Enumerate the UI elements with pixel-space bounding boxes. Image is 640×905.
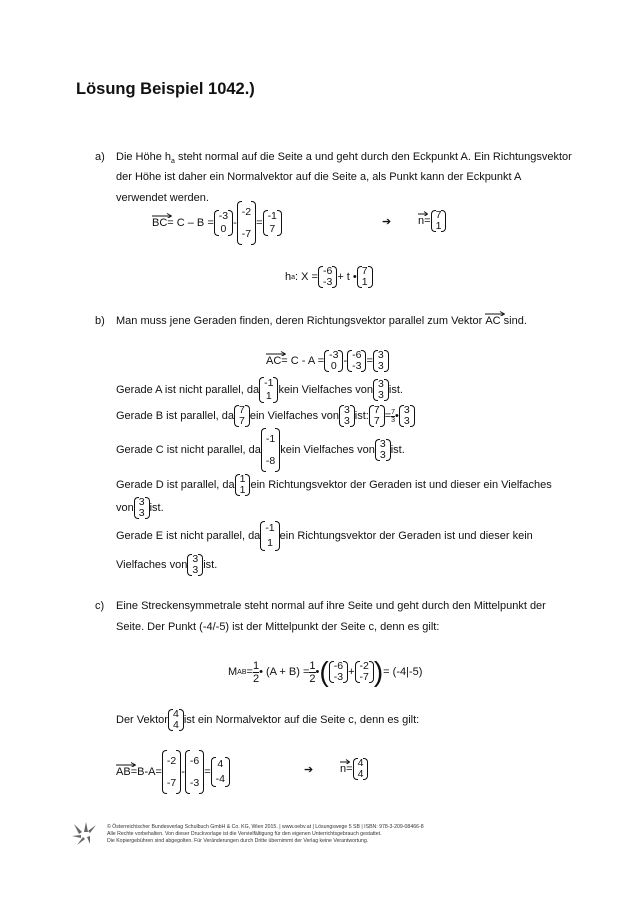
vector-ac: 3 3	[373, 350, 389, 372]
normal-vector-n: n = 7 1	[418, 210, 446, 232]
vector-ac-inline: AC	[485, 315, 500, 328]
fraction-half: $\frac{1}{2}$	[252, 659, 260, 685]
vector-ab-label: AB	[116, 766, 131, 779]
vector-c: -3 0	[214, 210, 233, 236]
height-line-equation: h a : X = -6 -3 + t • 7 1	[285, 266, 373, 288]
line-e-vector2: 3 3	[187, 554, 203, 576]
line-e-vector: -1 1	[260, 521, 279, 551]
vector-a-ab: -6 -3	[185, 750, 204, 794]
vector-ac-label: AC	[266, 355, 281, 368]
fraction-7-3: $\frac{7}{3}$	[391, 408, 396, 424]
vector-ab: 4 -4	[211, 757, 230, 787]
vector-a: -6 -3	[318, 266, 337, 288]
part-a-line2: der Höhe ist daher ein Normalvektor auf die Seite a, als Punkt kann der Eckpunkt A	[116, 171, 522, 183]
vector-bc: -1 7	[263, 210, 282, 236]
vector-bc-label: BC	[152, 217, 167, 230]
part-b-intro: Man muss jene Geraden finden, deren Richtungsvektor parallel zum Vektor AC sind.	[116, 315, 527, 328]
line-c-vector: -1 -8	[261, 428, 280, 472]
part-b-label: b)	[95, 315, 105, 327]
bc-equation: BC = C – B = -3 0 - -2 -7 = -1 7	[152, 204, 282, 242]
vector-b: -2 -7	[237, 201, 256, 245]
part-a-line1: Die Höhe $h_a$ steht normal auf die Seite a und geht durch den Eckpunkt A. Ein Richtungsvektor	[116, 151, 572, 166]
arrow-icon: ➔	[382, 216, 392, 228]
arrow-icon-c: ➔	[304, 764, 314, 776]
line-b-vector4: 3 3	[399, 405, 415, 427]
line-b-vector2: 3 3	[339, 405, 355, 427]
vector-4-4: 4 4	[168, 709, 184, 731]
line-a-check: Gerade A ist nicht parallel, da -1 1 kein Vielfaches von 3 3 ist.	[116, 377, 403, 402]
vector-n-label: n	[418, 215, 424, 228]
page-title: Lösung Beispiel 1042.)	[76, 80, 255, 98]
line-b-check: Gerade B ist parallel, da 7 7 ein Vielfaches von 3 3 ist: 7 7 = $\frac{7}{3}$ • 3 3	[116, 405, 415, 427]
vector-n-label-c: n	[340, 763, 346, 776]
publisher-logo-icon	[70, 822, 100, 851]
part-a-line3: verwendet werden.	[116, 192, 209, 204]
line-e-check: Gerade E ist nicht parallel, da -1 1 ein Richtungsvektor der Geraden ist und dieser kein	[116, 522, 533, 549]
ab-equation: AB =B-A= -2 -7 - -6 -3 = 4 -4	[116, 752, 230, 792]
line-e-check-2: Vielfaches von 3 3 ist.	[116, 553, 218, 576]
part-a-label: a)	[95, 151, 105, 163]
line-d-check-2: von 3 3 ist.	[116, 496, 164, 519]
line-b-vector: 7 7	[234, 405, 250, 427]
part-c-line2: Seite. Der Punkt (-4/-5) ist der Mittelpunkt der Seite c, denn es gilt:	[116, 621, 440, 633]
fraction-half-2: $\frac{1}{2}$	[309, 659, 316, 685]
normal-vector-n-c: n = 4 4	[340, 758, 368, 780]
vector-n-values-c: 4 4	[353, 758, 369, 780]
midpoint-equation: M AB = $\frac{1}{2}$ • (A + B) = $\frac{1}{2}$ • ( -6 -3 + -2 -7 ) = (-4|-5)	[228, 656, 423, 687]
line-d-check: Gerade D ist parallel, da 1 1 ein Richtungsvektor der Geraden ist und dieser ein Vielfaches	[116, 473, 552, 496]
ac-equation: AC = C - A = -3 0 - -6 -3 = 3 3	[266, 350, 389, 372]
vector-a-c: -6 -3	[329, 661, 348, 683]
part-c-line1: Eine Streckensymmetrale steht normal auf ihre Seite und geht durch den Mittelpunkt der	[116, 600, 546, 612]
line-c-check: Gerade C ist nicht parallel, da -1 -8 kein Vielfaches von 3 3 ist.	[116, 428, 405, 472]
line-a-vector: -1 1	[259, 377, 278, 403]
line-d-vector2: 3 3	[134, 497, 150, 519]
line-c-vector2: 3 3	[375, 439, 391, 461]
big-paren-open: (	[319, 656, 329, 687]
vector-a-b: -6 -3	[347, 350, 366, 372]
vector-n-values: 7 1	[431, 210, 447, 232]
footer-copyright: © Österreichischer Bundesverlag Schulbuch GmbH & Co. KG, Wien 2015. | www.oebv.at | Lösungswege 5 SB | ISBN: 978-3-209-08466-8 Alle Rechte vorbehalten. Von dieser Druckvorlage ist die Vervielfältigung für den eigenen Unterrichtsgebrauch gestattet. Die Kopiergebühren sind abgegolten. Für Veränderungen durch Dritte übernimmt der Verlag keine Verantwortung.	[107, 824, 424, 844]
part-c-label: c)	[95, 600, 105, 612]
vector-n2: 7 1	[357, 266, 373, 288]
vector-b-ab: -2 -7	[162, 750, 181, 794]
line-b-vector3: 7 7	[369, 405, 385, 427]
big-paren-close: )	[373, 656, 384, 687]
vector-c-b: -3 0	[324, 350, 343, 372]
line-a-vector2: 3 3	[373, 379, 389, 401]
normal-vector-statement: Der Vektor 4 4 ist ein Normalvektor auf die Seite c, denn es gilt:	[116, 708, 420, 731]
vector-b-c: -2 -7	[355, 661, 374, 683]
line-d-vector: 1 1	[235, 474, 251, 496]
